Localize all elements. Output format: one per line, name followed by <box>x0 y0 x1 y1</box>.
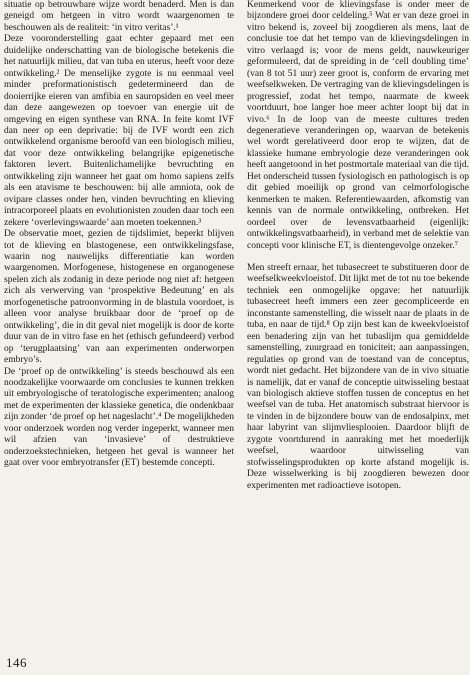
paragraph: De ‘proef op de ontwikkeling’ is steeds beschouwd als een noodzakelijke voorwaarde om conclusies te kunnen trekken uit embryologische of teratologische experimenten; analoog met de experimenten der klassieke genetica, die ondenkbaar zijn zonder ‘de proef op het nageslacht’.⁴ De mogelijkheden voor onderzoek worden nog verder ingeperkt, wanneer men wil afzien van ‘invasieve’ of destruktieve onderzoekstechnieken, hetgeen het geval is wanneer het gaat over voor embryotransfer (ET) bestemde concepti. <box>4 366 234 469</box>
page-number: 146 <box>6 655 27 670</box>
paragraph: Kenmerkend voor de klievingsfase is onder meer de bijzondere groei door celdeling.⁵ Wat er van deze groei in vitro bekend is, zoveel bij zoogdieren als mens, laat de conclusie toe dat het tempo van de klievingsdelingen in vitro verlaagd is; voor de mens geldt, nauwkeuriger geformuleerd, dat de spreiding in de ‘cell doubling time’ (van 8 tot 51 uur) zeer groot is, conform de ervaring met weefselkweken. De vertraging van de klievingsdelingen is progressief, zodat het tempo, naarmate de kweek voortduurt, hoe langer hoe meer achter loopt bij dat in vivo.⁶ In de loop van de meeste cultures treden degeneratieve veranderingen op, waarvan de betekenis wel wordt gerelativeerd door erop te wijzen, dat de klassieke humane embryologie deze veranderingen ook heeft aangetoond in het postmortale materiaal van die tijd. Het onderscheid tussen fysiologisch en pathologisch is op dit gebied moeilijk op grond van celmorfologische kenmerken te maken. Referentiewaarden, afkomstig van kennis van de normale ontwikkeling, ontbreken. Het oordeel over de levensvatbaarheid (eigenlijk: ontwikkelingsvatbaarheid), in verband met de selektie van concepti voor klinische ET, is dientengevolge onzeker.⁷ <box>247 0 469 251</box>
paragraph: Deze vooronderstelling gaat echter gepaard met een duidelijke onderschatting van de biologische betekenis die het natuurlijk milieu, dat van tuba en uterus, heeft voor deze ontwikkeling.² De menselijke zygote is nu eenmaal veel minder preformationistisch gedetermineerd dan de dooierrijke eieren van amfibia en sauropsiden en veel meer dan deze aangewezen op toevoer van energie uit de omgeving en eigen synthese van RNA. In feite komt IVF dan neer op een deprivatie: bij de IVF wordt een zich ontwikkelend organisme beroofd van een biologisch milieu, dat voor deze ontwikkeling belangrijke epigenetische faktoren levert. Buitenlichamelijke bevruchting en ontwikkeling zijn wanneer het gaat om homo sapiens zelfs als een atavisme te beschouwen: bij alle amniota, ook de ovipare classes onder hen, vinden bevruchting en klieving intracorporeel plaats en evolutionisten zouden daar toch een zekere ‘overlevingswaarde’ aan moeten toekennen.³ <box>4 34 234 228</box>
paragraph: situatie op betrouwbare wijze wordt benaderd. Men is dan geneigd om hetgeen in vitro wordt waargenomen te beschouwen als de realiteit: ‘in vitro veritas’.¹ <box>4 0 234 33</box>
right-text-column <box>247 0 469 492</box>
left-text-column <box>4 0 234 470</box>
paragraph: De observatie moet, gezien de tijdslimiet, beperkt blijven tot de klieving en blastogenese, een ontwikkelingsfase, waarin nog nauwelijks differentiatie kan worden waargenomen. Morfogenese, histogenese en organogenese spelen zich als zodanig in deze periode nog niet af: hetgeen zich als verwerving van ‘prospektive Bedeutung’ en als morfogenetische patroonvorming in de blastula voordoet, is alleen voor analyse bruikbaar door de ‘proef op de ontwikkeling’, die in dit geval niet mogelijk is door de korte duur van de in vitro fase en het (ethisch gefundeerd) verbod op ‘terugplaatsing’ van aan experimenten onderworpen embryo’s. <box>4 229 234 366</box>
paragraph: Men streeft ernaar, het tubasecreet te substitueren door de weefselkweekvloeistof. Dit lijkt met de tot nu toe bekende techniek een onmogelijke opgave: het natuurlijk tubasecreet heeft immers een zeer gecompliceerde en inconstante samenstelling, die wisselt naar de plaats in de tuba, en naar de tijd.⁸ Op zijn best kan de kweekvloeistof een benadering zijn van het tubaslijm qua gemiddelde samenstelling, zuurgraad en toniciteit; aan aanpassingen, regulaties op grond van de toestand van de conceptus, wordt niet gedacht. Het bijzondere van de in vivo situatie is namelijk, dat er vanaf de conceptie uitwisseling bestaat van biologisch aktieve stoffen tussen de conceptus en het weefsel van de tuba. Het anatomisch substraat hiervoor is te vinden in de bijzondere bouw van de endosalpinx, met haar labyrint van slijmvliesplooien. Daardoor blijft de zygote voortdurend in aanraking met het moederlijk weefsel, waardoor uitwisseling van stofwisselingsprodukten op korte afstand mogelijk is. Deze wisselwerking is bij zoogdieren bewezen door experimenten met radioactieve isotopen. <box>247 262 469 491</box>
